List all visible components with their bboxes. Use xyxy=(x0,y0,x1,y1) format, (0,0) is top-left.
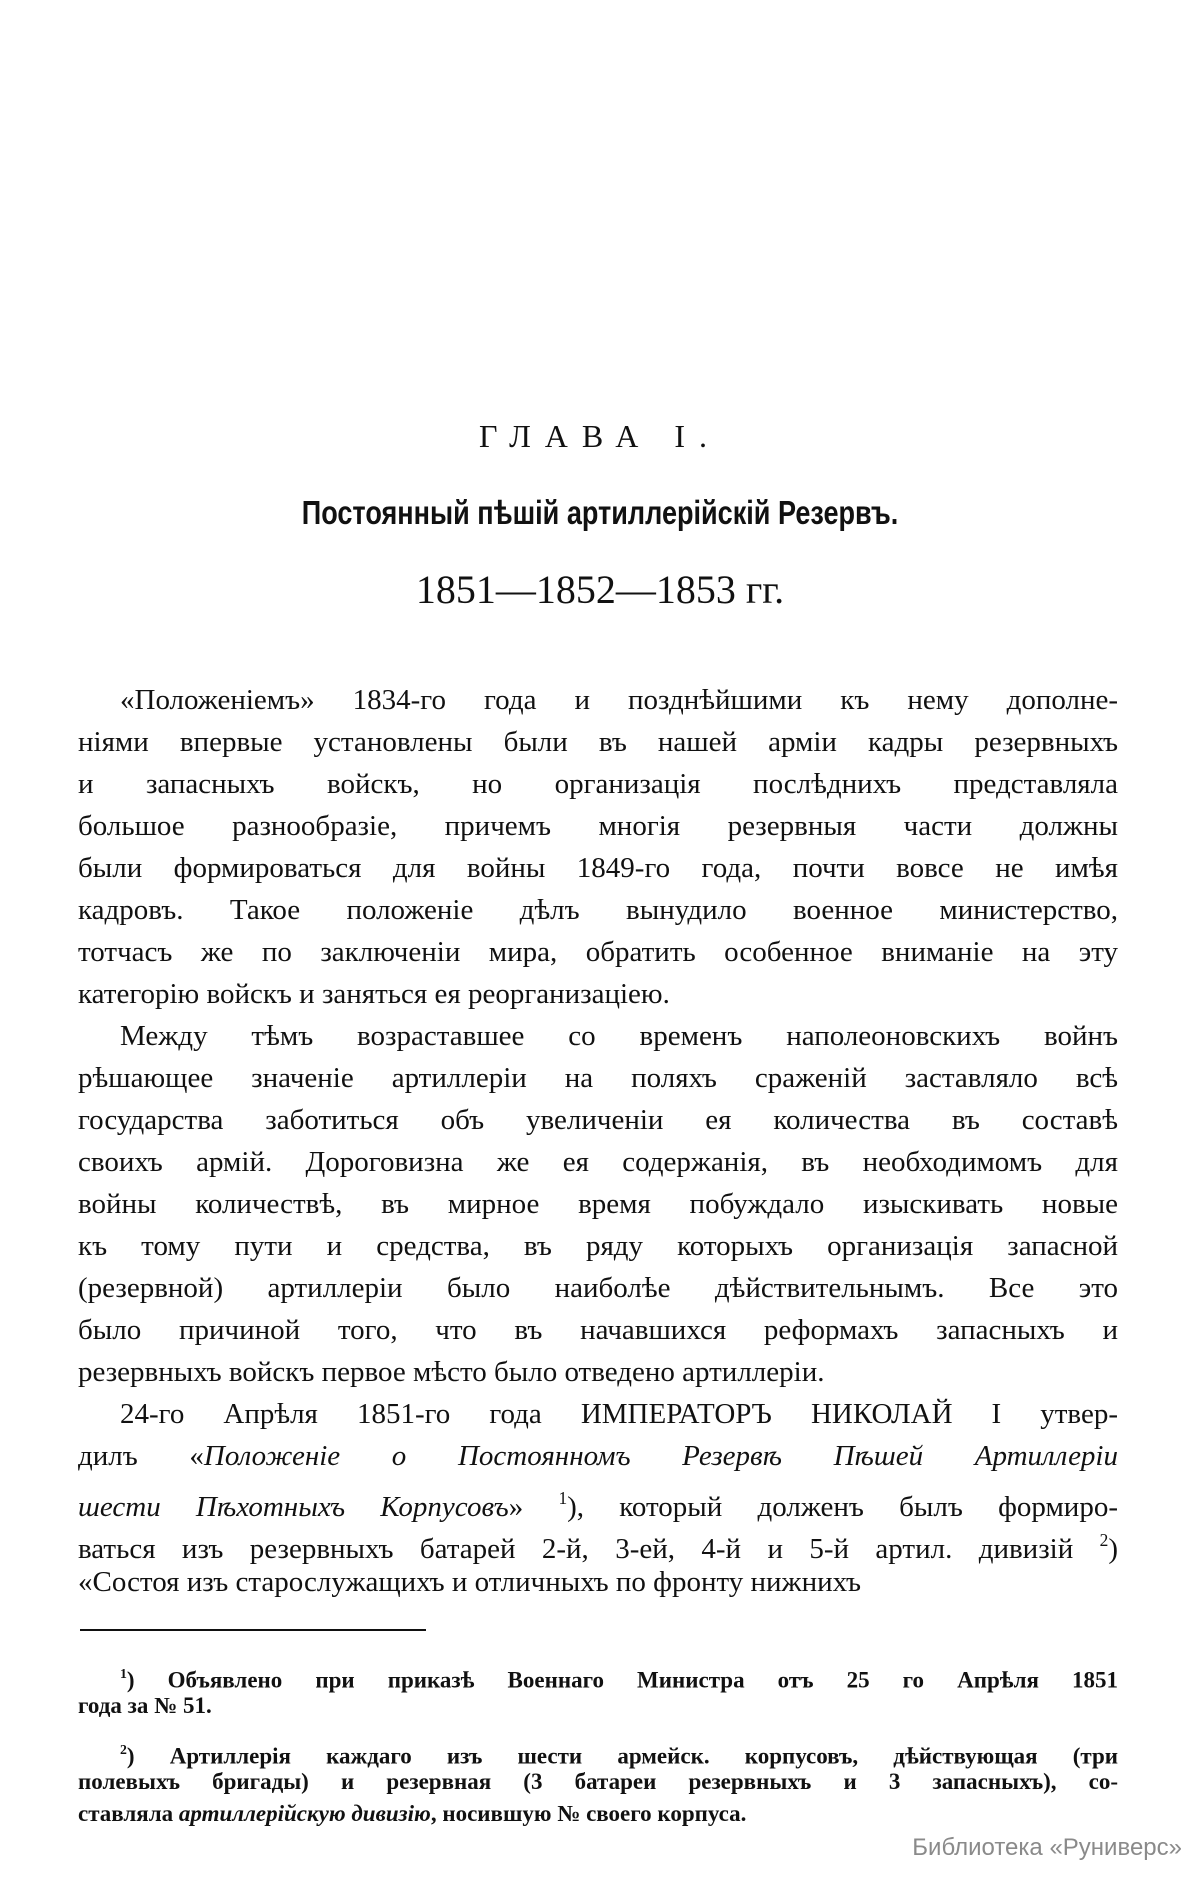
text-line xyxy=(78,1435,1118,1477)
footnote-ref: 1 xyxy=(558,1488,568,1508)
text-line xyxy=(78,1658,1118,1693)
text-line xyxy=(78,805,1118,847)
text-segment: тотчасъ же по заключеніи мира, обратить особенное вниманіе на эту xyxy=(78,936,1118,968)
chapter-heading: ГЛАВА I. xyxy=(479,418,721,454)
text-segment: войны количествѣ, въ мирное время побуждало изыскивать новые xyxy=(78,1188,1118,1220)
text-line xyxy=(78,1099,1118,1141)
text-line xyxy=(78,889,1118,931)
text-segment: кадровъ. Такое положеніе дѣлъ вынудило военное министерство, xyxy=(78,894,1118,926)
text-segment: года за № 51. xyxy=(78,1693,212,1718)
text-segment: резервныхъ войскъ первое мѣсто было отведено артиллеріи. xyxy=(78,1356,825,1388)
text-segment: ) Артиллерія каждаго изъ шести армейск. корпусовъ, дѣйствующая (три xyxy=(126,1743,1118,1769)
text-line xyxy=(78,1393,1118,1435)
text-segment: (резервной) артиллеріи было наиболѣе дѣйствительнымъ. Все это xyxy=(78,1272,1118,1304)
text-segment: категорію войскъ и заняться ея реорганизаціею. xyxy=(78,978,670,1010)
text-segment: къ тому пути и средства, въ ряду которыхъ организація запасной xyxy=(78,1230,1118,1262)
text-line xyxy=(78,847,1118,889)
text-line xyxy=(78,1057,1118,1099)
footnote-ref: 2 xyxy=(120,1742,127,1757)
text-line xyxy=(78,1798,1118,1830)
text-line xyxy=(78,679,1118,721)
text-segment: ставляла xyxy=(78,1801,179,1826)
footnote-gap xyxy=(78,1722,1118,1734)
italic-text: Положеніе о Постоянномъ Резервѣ Пѣшей Артиллеріи xyxy=(203,1440,1118,1472)
text-line xyxy=(78,931,1118,973)
footnote-ref: 2 xyxy=(1099,1530,1109,1550)
text-segment: ніями впервые установлены были въ нашей арміи кадры резервныхъ xyxy=(78,726,1118,758)
text-line xyxy=(78,1519,1118,1566)
chapter-years: 1851—1852—1853 гг. xyxy=(415,567,785,612)
text-line xyxy=(78,1351,1118,1393)
text-line xyxy=(78,1183,1118,1225)
text-segment: «Положеніемъ» 1834-го года и позднѣйшими къ нему дополне- xyxy=(120,684,1118,716)
text-segment: своихъ армій. Дороговизна же ея содержанія, въ необходимомъ для xyxy=(78,1146,1118,1178)
text-segment: большое разнообразіе, причемъ многія резервныя части должны xyxy=(78,810,1118,842)
text-segment: и запасныхъ войскъ, но организація послѣднихъ представляла xyxy=(78,768,1118,800)
text-line xyxy=(78,1561,1118,1603)
text-line xyxy=(78,763,1118,805)
text-line xyxy=(78,1690,1118,1722)
text-line xyxy=(78,1734,1118,1769)
footnote-ref: 1 xyxy=(120,1666,127,1681)
text-segment: государства заботиться объ увеличеніи ея количества въ составѣ xyxy=(78,1104,1118,1136)
footnote-divider xyxy=(80,1629,426,1631)
text-segment: было причиной того, что въ начавшихся реформахъ запасныхъ и xyxy=(78,1314,1118,1346)
library-watermark: Библиотека «Руниверс» xyxy=(912,1834,1182,1861)
text-segment: ), который долженъ былъ формиро- xyxy=(567,1491,1118,1524)
text-line xyxy=(78,1141,1118,1183)
text-segment: «Состоя изъ старослужащихъ и отличныхъ по фронту нижнихъ xyxy=(78,1566,862,1598)
text-line xyxy=(78,1477,1118,1524)
italic-text: шести Пѣхотныхъ Корпусовъ xyxy=(78,1491,509,1524)
text-line xyxy=(78,973,1118,1015)
body-text xyxy=(78,679,1118,1603)
text-segment: , носившую № своего корпуса. xyxy=(430,1801,747,1826)
text-line xyxy=(78,1225,1118,1267)
text-line xyxy=(78,1267,1118,1309)
text-segment: Между тѣмъ возраставшее со временъ наполеоновскихъ войнъ xyxy=(120,1020,1118,1052)
text-segment: ) xyxy=(1108,1533,1118,1566)
text-line xyxy=(78,1015,1118,1057)
italic-text: артиллерійскую дивизію xyxy=(178,1801,431,1826)
chapter-title: Постоянный пѣшій артиллерійскій Резервъ. xyxy=(301,494,899,531)
text-segment: дилъ « xyxy=(78,1440,204,1472)
text-line xyxy=(78,1309,1118,1351)
text-line xyxy=(78,1766,1118,1798)
text-segment: были формироваться для войны 1849-го года, почти вовсе не имѣя xyxy=(78,852,1118,884)
text-segment: ваться изъ резервныхъ батарей 2-й, 3-ей, 4-й и 5-й артил. дивизій xyxy=(78,1533,1100,1566)
text-line xyxy=(78,721,1118,763)
text-segment: рѣшающее значеніе артиллеріи на поляхъ сраженій заставляло всѣ xyxy=(78,1062,1118,1094)
text-segment: полевыхъ бригады) и резервная (3 батареи резервныхъ и 3 запасныхъ), со- xyxy=(78,1769,1118,1794)
text-segment: ) Объявлено при приказѣ Военнаго Министра отъ 25 го Апрѣля 1851 xyxy=(126,1667,1118,1693)
text-segment: 24-го Апрѣля 1851-го года ИМПЕРАТОРЪ НИКОЛАЙ I утвер- xyxy=(120,1398,1118,1430)
footnotes xyxy=(78,1658,1118,1830)
text-segment: » xyxy=(508,1491,559,1524)
